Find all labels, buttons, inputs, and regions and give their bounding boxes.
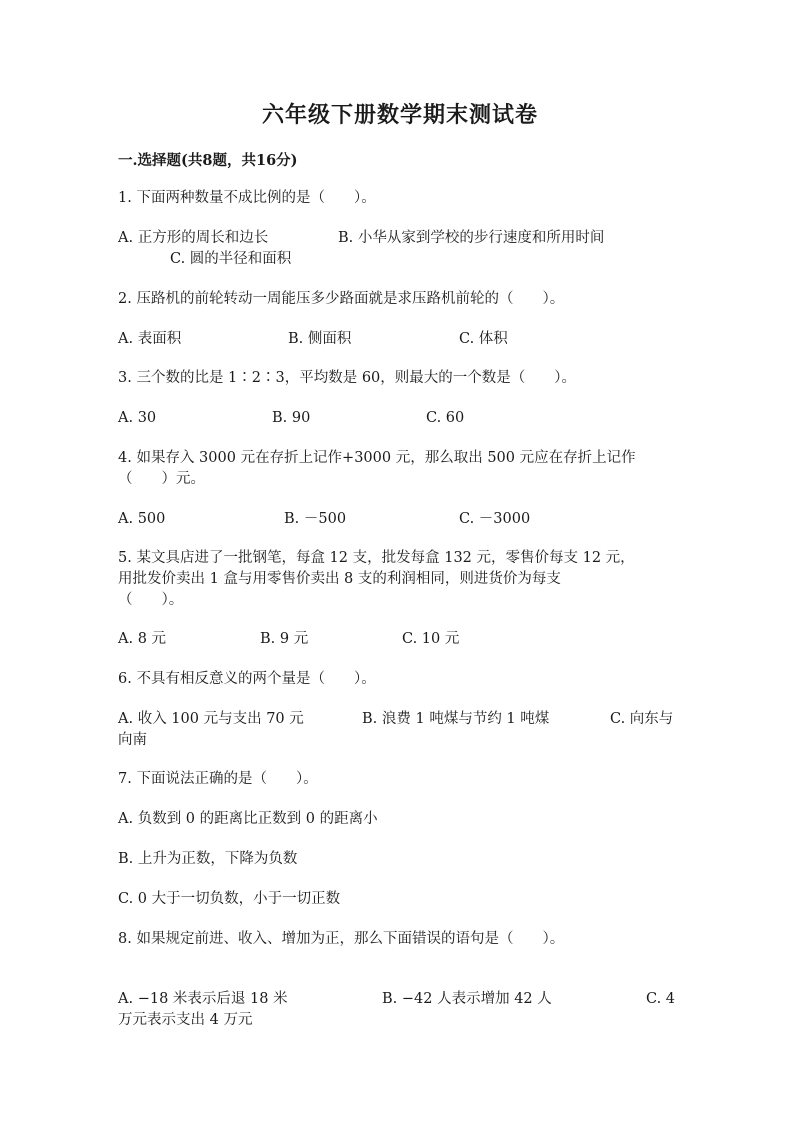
question-1-option-a: A. 正方形的周长和边长 xyxy=(118,230,269,246)
question-5-option-c: C. 10 元 xyxy=(402,631,460,647)
question-6-text: 6. 不具有相反意义的两个量是（ ）。 xyxy=(118,671,376,687)
section-heading: 一.选择题(共8题，共16分) xyxy=(118,152,298,169)
question-8-option-a: A. −18 米表示后退 18 米 xyxy=(118,991,288,1007)
question-5-option-b: B. 9 元 xyxy=(260,631,309,647)
question-7-option-c: C. 0 大于一切负数，小于一切正数 xyxy=(118,891,341,907)
question-6-option-c: C. 向东与 xyxy=(610,711,674,727)
question-8-text: 8. 如果规定前进、收入、增加为正，那么下面错误的语句是（ ）。 xyxy=(118,931,565,947)
question-4-text-line-2: （ ）元。 xyxy=(118,471,205,487)
question-3-text: 3. 三个数的比是 1∶2∶3，平均数是 60，则最大的一个数是（ ）。 xyxy=(118,370,577,386)
question-1-text: 1. 下面两种数量不成比例的是（ ）。 xyxy=(118,190,376,206)
question-7-text: 7. 下面说法正确的是（ ）。 xyxy=(118,771,318,787)
question-1-option-c: C. 圆的半径和面积 xyxy=(170,251,292,267)
question-4-option-a: A. 500 xyxy=(118,511,166,527)
question-8-option-b: B. −42 人表示增加 42 人 xyxy=(382,991,552,1007)
question-2-option-c: C. 体积 xyxy=(459,331,508,347)
question-6-option-a: A. 收入 100 元与支出 70 元 xyxy=(118,711,304,727)
question-2-option-b: B. 侧面积 xyxy=(288,331,352,347)
question-8-option-c-continued: 万元表示支出 4 万元 xyxy=(118,1012,253,1028)
question-3-option-a: A. 30 xyxy=(118,410,157,426)
question-4-option-c: C. －3000 xyxy=(459,511,531,527)
question-3-option-b: B. 90 xyxy=(272,410,311,426)
question-2-text: 2. 压路机的前轮转动一周能压多少路面就是求压路机前轮的（ ）。 xyxy=(118,291,565,307)
question-7-option-b: B. 上升为正数，下降为负数 xyxy=(118,851,298,867)
question-5-text-line-1: 5. 某文具店进了一批钢笔，每盒 12 支，批发每盒 132 元，零售价每支 12 元， xyxy=(118,550,635,566)
question-4-text-line-1: 4. 如果存入 3000 元在存折上记作+3000 元，那么取出 500 元应在存折上记作 xyxy=(118,450,636,466)
page-title: 六年级下册数学期末测试卷 xyxy=(261,102,538,128)
question-2-option-a: A. 表面积 xyxy=(118,331,182,347)
question-5-option-a: A. 8 元 xyxy=(118,631,167,647)
question-6-option-b: B. 浪费 1 吨煤与节约 1 吨煤 xyxy=(362,711,550,727)
question-8-option-c: C. 4 xyxy=(646,991,676,1007)
question-7-option-a: A. 负数到 0 的距离比正数到 0 的距离小 xyxy=(118,811,378,827)
question-4-option-b: B. －500 xyxy=(284,511,347,527)
question-1-option-b: B. 小华从家到学校的步行速度和所用时间 xyxy=(338,230,605,246)
question-5-text-line-2: 用批发价卖出 1 盒与用零售价卖出 8 支的利润相同，则进货价为每支 xyxy=(118,571,561,587)
question-6-option-c-continued: 向南 xyxy=(118,732,147,748)
question-5-text-line-3: （ ）。 xyxy=(118,592,184,608)
question-3-option-c: C. 60 xyxy=(426,410,465,426)
